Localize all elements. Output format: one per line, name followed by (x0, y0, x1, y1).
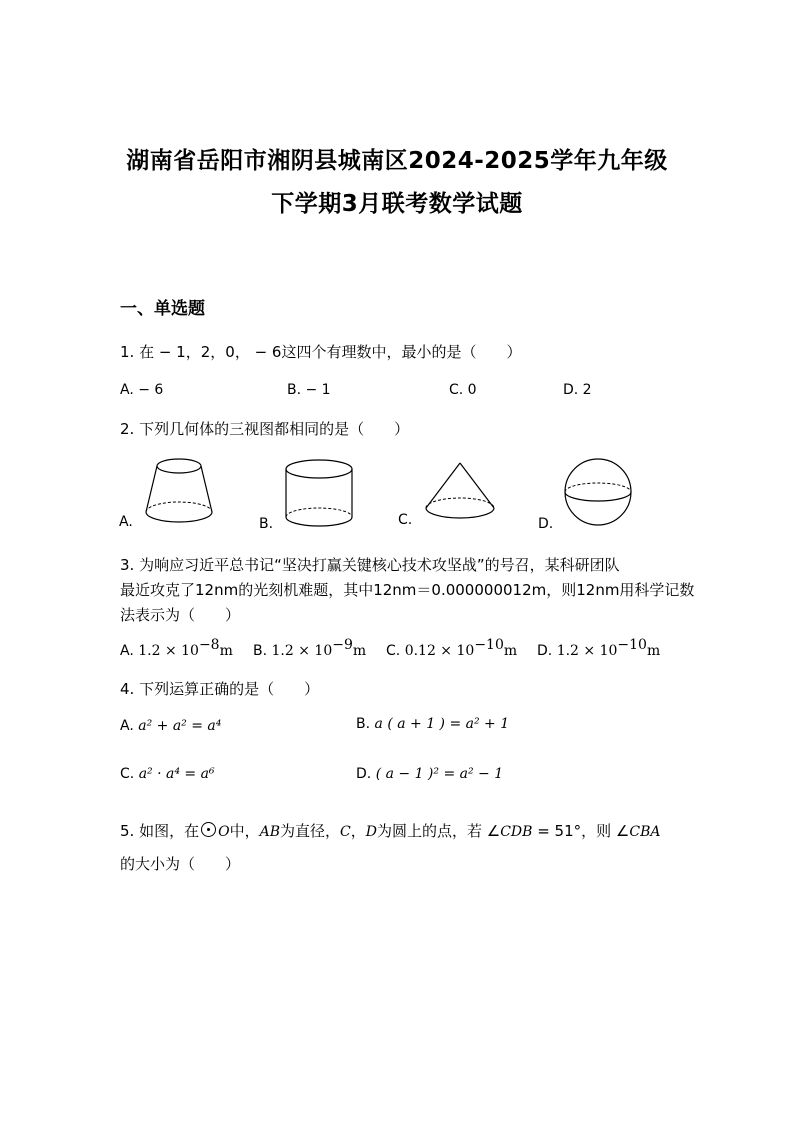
sphere-icon (560, 455, 640, 530)
cone-icon (420, 458, 505, 528)
q3-option-b: B. $1.2 \times 10^{-9}m$ (253, 637, 367, 659)
q1-option-b: B. − 1 (287, 382, 331, 398)
q4-option-b: B. a ( a + 1 ) = a² + 1 (356, 716, 510, 732)
q4-option-c: C. a² · a⁴ = a⁶ (120, 766, 215, 782)
q3-option-d: D. $1.2 \times 10^{-10}m$ (537, 637, 661, 659)
question-2-stem: 2. 下列几何体的三视图都相同的是（ ） (120, 420, 410, 438)
question-5-line1: 5. 如图，在 O中，AB为直径，C，D为圆上的点，若 ∠CDB = 51°，则 ∠CBA (120, 822, 661, 840)
q1-option-d: D. 2 (563, 382, 592, 398)
question-1-stem: 1. 在 − 1，2，0， − 6这四个有理数中，最小的是（ ） (120, 343, 522, 361)
q2-option-c: C. (398, 512, 413, 528)
q3-option-a: A. $1.2 \times 10^{-8}m$ (120, 637, 233, 659)
q4-option-d: D. ( a − 1 )² = a² − 1 (356, 766, 504, 782)
q4-option-a: A. a² + a² = a⁴ (120, 718, 222, 734)
q2-option-a: A. (119, 514, 133, 530)
q2-option-b: B. (259, 516, 274, 532)
page-title-line1: 湖南省岳阳市湘阴县城南区2024-2025学年九年级 (126, 148, 668, 174)
circle-symbol-icon (201, 822, 216, 837)
question-3-line3: 法表示为（ ） (120, 606, 241, 624)
question-3-line2: 最近攻克了12nm的光刻机难题，其中12nm＝0.000000012m，则12nm用科学记数 (120, 581, 695, 599)
section-heading: 一、单选题 (120, 299, 205, 319)
q1-option-a: A. − 6 (120, 382, 164, 398)
frustum-icon (140, 455, 220, 530)
cylinder-icon (282, 457, 362, 532)
question-4-stem: 4. 下列运算正确的是（ ） (120, 680, 320, 698)
q1-option-c: C. 0 (449, 382, 477, 398)
page-title-line2: 下学期3月联考数学试题 (271, 191, 523, 217)
question-5-line2: 的大小为（ ） (120, 855, 241, 873)
question-3-line1: 3. 为响应习近平总书记“坚决打赢关键核心技术攻坚战”的号召，某科研团队 (120, 556, 620, 574)
q2-option-d: D. (538, 516, 554, 532)
q3-option-c: C. $0.12 \times 10^{-10}m$ (386, 637, 518, 659)
